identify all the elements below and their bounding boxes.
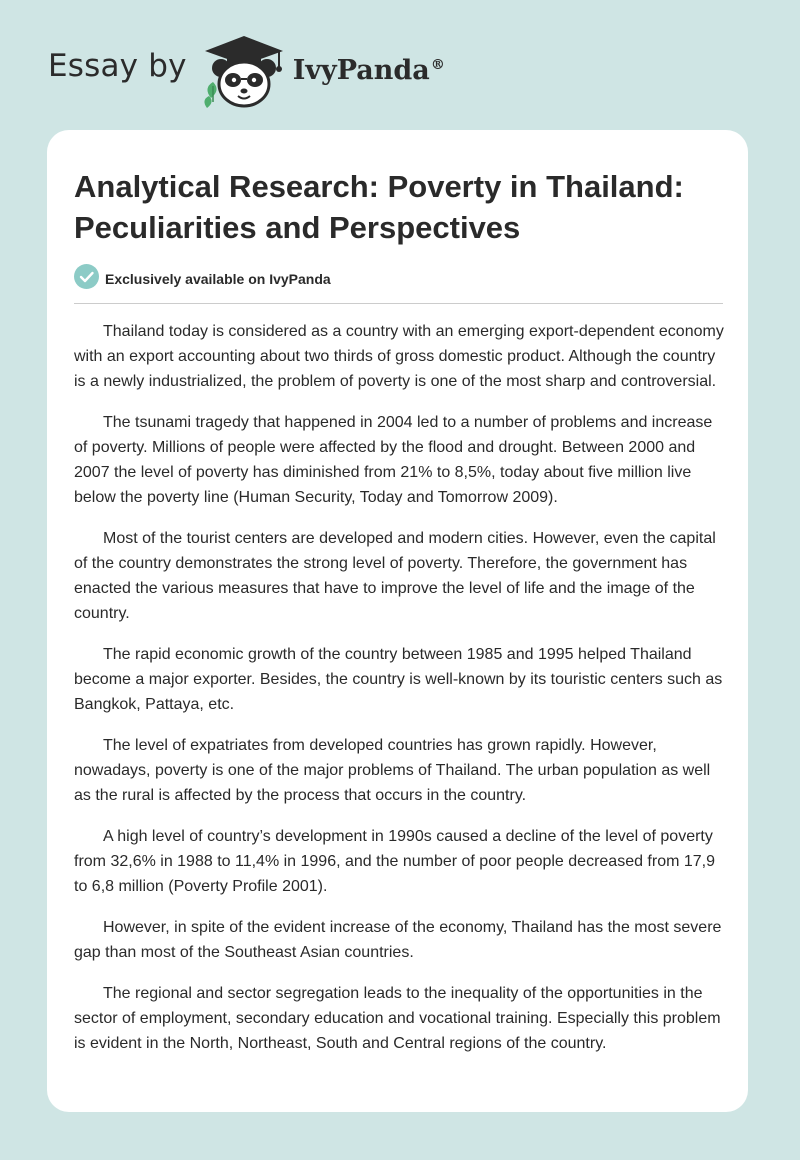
paragraph: However, in spite of the evident increase of the economy, Thailand has the most severe gap than most of the Southeast Asian countries. xyxy=(74,919,722,961)
brand-header xyxy=(48,34,445,110)
brand-name[interactable] xyxy=(293,55,445,86)
panda-graduate-icon[interactable] xyxy=(201,34,287,110)
paragraph: Thailand today is considered as a country with an emerging export-dependent economy with an export accounting about two thirds of gross domestic product. Although the country is a newly industrialized, the problem of poverty is one of the most sharp and controversial. xyxy=(74,323,724,390)
essay-card xyxy=(47,130,748,1112)
brand-prefix: Essay by xyxy=(48,48,187,84)
paragraph: The level of expatriates from developed countries has grown rapidly. However, nowadays, poverty is one of the major problems of Thailand. The urban population as well as the rural is affected by the process that occurs in the country. xyxy=(74,737,711,804)
check-circle-icon xyxy=(74,264,105,294)
paragraph: The regional and sector segregation leads to the inequality of the opportunities in the sector of employment, secondary education and vocational training. Especially this problem is evident in the North, Northeast, South and Central regions of the country. xyxy=(74,985,721,1052)
page-title: Analytical Research: Poverty in Thailand: Peculiarities and Perspectives xyxy=(74,169,684,245)
paragraph: The tsunami tragedy that happened in 2004 led to a number of problems and increase of poverty. Millions of people were affected by the flood and drought. Between 2000 and 2007 the level of poverty has diminished from 21% to 8,5%, today about five million live below the poverty line (Human Security, Today and Tomorrow 2009). xyxy=(74,414,713,506)
exclusive-badge xyxy=(74,264,331,294)
divider xyxy=(74,303,723,304)
paragraph: Most of the tourist centers are developed and modern cities. However, even the capital of the country demonstrates the strong level of poverty. Therefore, the government has enacted the various measures that have to improve the level of life and the image of the country. xyxy=(74,530,716,622)
registered-mark: ® xyxy=(430,56,445,73)
paragraph: A high level of country’s development in 1990s caused a decline of the level of poverty from 32,6% in 1988 to 11,4% in 1996, and the number of poor people decreased from 17,9 to 6,8 million (Poverty Profile 2001). xyxy=(74,828,716,895)
paragraph: The rapid economic growth of the country between 1985 and 1995 helped Thailand become a major exporter. Besides, the country is well-known by its touristic centers such as Bangkok, Pattaya, etc. xyxy=(74,646,723,713)
essay-body xyxy=(74,319,724,1072)
exclusive-badge-text: Exclusively available on IvyPanda xyxy=(105,271,331,287)
brand-name-text: IvyPanda xyxy=(292,54,430,86)
